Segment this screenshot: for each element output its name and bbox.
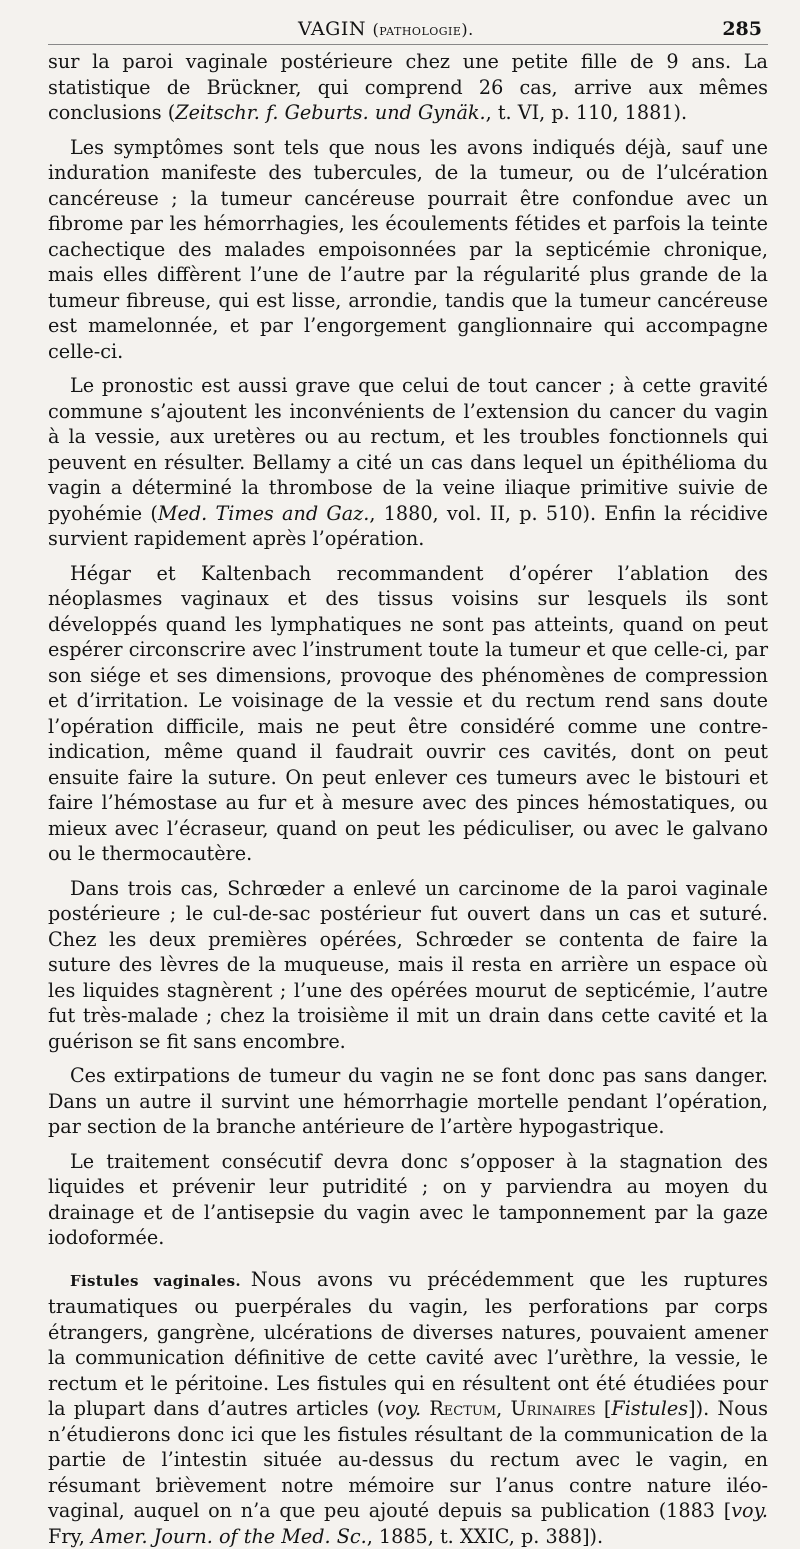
- text-segment: Dans trois cas, Schrœder a enlevé un carcinome de la paroi vaginale postérieure ; le cul-de-sac postérieur fut ouvert dans un cas et suturé. Chez les deux premières opérées, Schrœder se contenta de faire la suture des lèvres de la muqueuse, mais il resta en arrière un espace où les liquides stagnèrent ; l’une des opérées mourut de septicémie, l’autre fut très-malade ; chez la troisième il mit un drain dans cette cavité et la guérison se fit sans encombre.: [48, 877, 768, 1053]
- italic-citation: voy.: [384, 1397, 421, 1420]
- paragraph: [48, 49, 768, 126]
- italic-citation: voy.: [731, 1499, 768, 1522]
- italic-citation: Med. Times and Gaz.: [158, 502, 370, 525]
- text-segment: Le traitement consécutif devra donc s’opposer à la stagnation des liquides et prévenir leur putridité ; on y parviendra au moyen du drainage et de l’antisepsie du vagin avec le tamponnement par la gaze iodoformée.: [48, 1150, 768, 1250]
- running-header: [48, 14, 768, 45]
- paragraph: [48, 561, 768, 867]
- paragraph: [48, 1149, 768, 1251]
- text-segment: Le pronostic est aussi grave que celui de tout cancer ; à cette gravité commune s’ajoutent les inconvénients de l’extension du cancer du vagin à la vessie, aux uretères ou au rectum, et les troubles fonctionnels qui peuvent en résulter. Bellamy a cité un cas dans lequel un épithélioma du vagin a déterminé la thrombose de la veine iliaque primitive suivie de pyohémie (: [48, 374, 768, 525]
- text-segment: Fry,: [48, 1525, 91, 1548]
- section-heading: Fistules vaginales.: [70, 1272, 241, 1290]
- italic-citation: Fistules: [611, 1397, 688, 1420]
- text-segment: [: [596, 1397, 612, 1420]
- text-segment: [421, 1397, 429, 1420]
- italic-citation: Amer. Journ. of the Med. Sc.: [91, 1525, 367, 1548]
- running-head-title: [298, 18, 474, 40]
- header-subtitle: (pathologie).: [373, 20, 474, 39]
- text-segment: , 1885, t. XXIC, p. 388]).: [367, 1525, 603, 1548]
- small-caps-reference: Rectum, Urinaires: [429, 1397, 595, 1420]
- paragraph: [48, 373, 768, 552]
- text-segment: Ces extirpations de tumeur du vagin ne se font donc pas sans danger. Dans un autre il survint une hémorrhagie mortelle pendant l’opération, par section de la branche antérieure de l’artère hypogastrique.: [48, 1064, 768, 1138]
- text-segment: , t. VI, p. 110, 1881).: [486, 101, 687, 124]
- text-segment: Les symptômes sont tels que nous les avons indiqués déjà, sauf une induration manifeste des tubercules, de la tumeur, ou de l’ulcération cancéreuse ; la tumeur cancéreuse pourrait être confondue avec un fibrome par les hémorrhagies, les écoulements fétides et parfois la teinte cachectique des malades empoisonnées par la septicémie chronique, mais elles diffèrent l’une de l’autre par la régularité plus grande de la tumeur fibreuse, qui est lisse, arrondie, tandis que la tumeur cancéreuse est mamelonnée, et par l’engorgement ganglionnaire qui accompagne celle-ci.: [48, 136, 768, 363]
- text-segment: Hégar et Kaltenbach recommandent d’opérer l’ablation des néoplasmes vaginaux et des tissus voisins sur lesquels ils sont développés quand les lymphatiques ne sont pas atteints, quand on peut espérer circonscrire avec l’instrument toute la tumeur et que celle-ci, par son siége et ses dimensions, provoque des phénomènes de compression et d’irritation. Le voisinage de la vessie et du rectum rend sans doute l’opération difficile, mais ne peut être considéré comme une contre-indication, même quand il faudrait ouvrir ces cavités, dont on peut ensuite faire la suture. On peut enlever ces tumeurs avec le bistouri et faire l’hémostase au fur et à mesure avec des pinces hémostatiques, ou mieux avec l’écraseur, quand on peut les pédiculiser, ou avec le galvano ou le thermocautère.: [48, 562, 768, 866]
- paragraph: [48, 135, 768, 365]
- paragraph: [48, 1267, 768, 1549]
- body-text: [48, 49, 768, 1549]
- paragraph: [48, 1063, 768, 1140]
- text-segment: Nous avons vu précédemment que les ruptures traumatiques ou puerpérales du vagin, les perforations par corps étrangers, gangrène, ulcérations de diverses natures, pouvaient amener la communication définitive de cette cavité avec l’urèthre, la vessie, le rectum et le péritoine. Les fistules qui en résultent ont été étudiées pour la plupart dans d’autres articles (: [48, 1268, 768, 1421]
- paragraph: [48, 876, 768, 1055]
- text-segment: sur la paroi vaginale postérieure chez une petite fille de 9 ans. La statistique de Brückner, qui comprend 26 cas, arrive aux mêmes conclusions (: [48, 50, 768, 124]
- page-number: 285: [722, 18, 762, 40]
- italic-citation: Zeitschr. f. Geburts. und Gynäk.: [175, 101, 485, 124]
- text-segment: , 1880, vol. II, p. 510). Enfin la récidive survient rapidement après l’opération.: [48, 502, 768, 551]
- header-title: VAGIN: [298, 18, 366, 40]
- text-segment: ]). Nous n’étudierons donc ici que les fistules résultant de la communication de la partie de l’intestin située au-dessus du rectum avec le vagin, en résumant brièvement notre mémoire sur l’anus contre nature iléo-vaginal, auquel on n’a que peu ajouté depuis sa publication (1883 [: [48, 1397, 768, 1522]
